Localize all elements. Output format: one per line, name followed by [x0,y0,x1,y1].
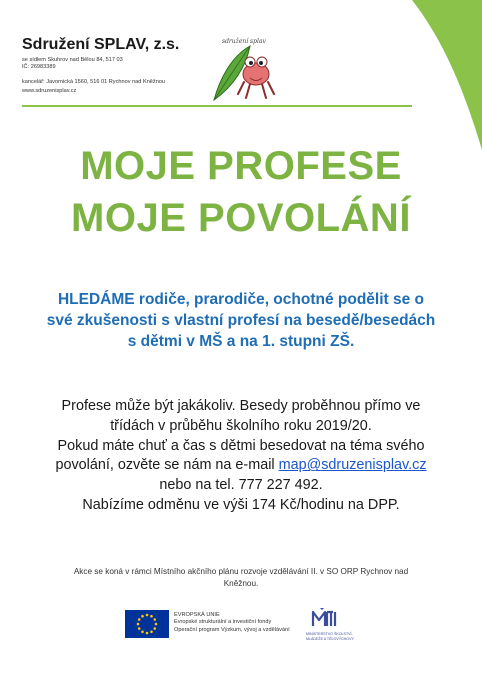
cta-line-3: s dětmi v MŠ a na 1. stupni ZŠ. [127,333,355,350]
logo-caption: sdružení splav [222,38,266,45]
msmt-line-1: MINISTERSTVO ŠKOLSTVÍ, [306,632,353,636]
body-line-3: Pokud máte chuť a čas s dětmi besedovat na téma svého [57,437,425,454]
body-text [0,397,482,516]
eu-star-icon [141,630,144,633]
eu-star-icon [155,623,158,626]
eu-star-icon [146,614,149,617]
footer-note-line-2: Kněžnou. [223,579,259,588]
eu-star-icon [150,615,153,618]
title-line-1: MOJE PROFESE [80,144,402,188]
footer-note [0,566,482,590]
eu-star-icon [150,630,153,633]
eu-star-icon [138,627,141,630]
title-line-2: MOJE POVOLÁNÍ [71,196,411,240]
body-line-1: Profese může být jakákoliv. Besedy proběhnou přímo ve [61,398,421,414]
msmt-logo-icon [310,606,340,632]
header-divider [22,105,412,107]
eu-star-icon [146,632,149,635]
cta-line-2: své zkušenosti s vlastní profesí na besedě/besedách [46,312,436,329]
msmt-line-2: MLÁDEŽE A TĚLOVÝCHOVY [306,636,354,641]
body-line-6: Nabízíme odměnu ve výši 174 Kč/hodinu na DPP. [82,496,400,513]
body-line-4-text: povolání, ozvěte se nám na e-mail [55,457,279,474]
eu-line-1: EVROPSKÁ UNIE [174,612,220,618]
org-address: se sídlem Skuhrov nad Bělou 84, 517 03 [22,57,123,63]
eu-star-icon [137,623,140,626]
msmt-text [306,632,354,641]
org-office: kancelář: Javornická 1560, 516 01 Rychnov nad Kněžnou [22,79,166,85]
eu-star-icon [141,615,144,618]
eu-star-icon [153,627,156,630]
org-ico: IČ: 26983389 [22,64,56,70]
org-web: www.sdruzenisplav.cz [22,88,77,94]
frog-logo [210,38,280,103]
footer-note-line-1: Akce se koná v rámci Místního akčního plánu rozvoje vzdělávání II. v SO ORP Rychnov nad [73,567,409,576]
email-link[interactable]: map@sdruzenisplav.cz [278,457,427,474]
call-to-action [0,289,482,352]
body-line-4 [0,456,482,476]
body-line-5: nebo na tel. 777 227 492. [159,477,323,494]
eu-star-icon [138,618,141,621]
cta-line-1: HLEDÁME rodiče, prarodiče, ochotné podělit se o [57,291,425,308]
eu-line-3: Operační program Výzkum, vývoj a vzdělávání [174,626,290,633]
eu-text [174,612,290,634]
eu-star-icon [153,618,156,621]
corner-decoration [372,0,482,150]
org-name: Sdružení SPLAV, z.s. [22,36,180,53]
body-line-2: třídách v průběhu školního roku 2019/20. [110,417,372,434]
eu-flag-icon [125,610,169,638]
eu-line-2: Evropské strukturální a investiční fondy [174,619,272,626]
